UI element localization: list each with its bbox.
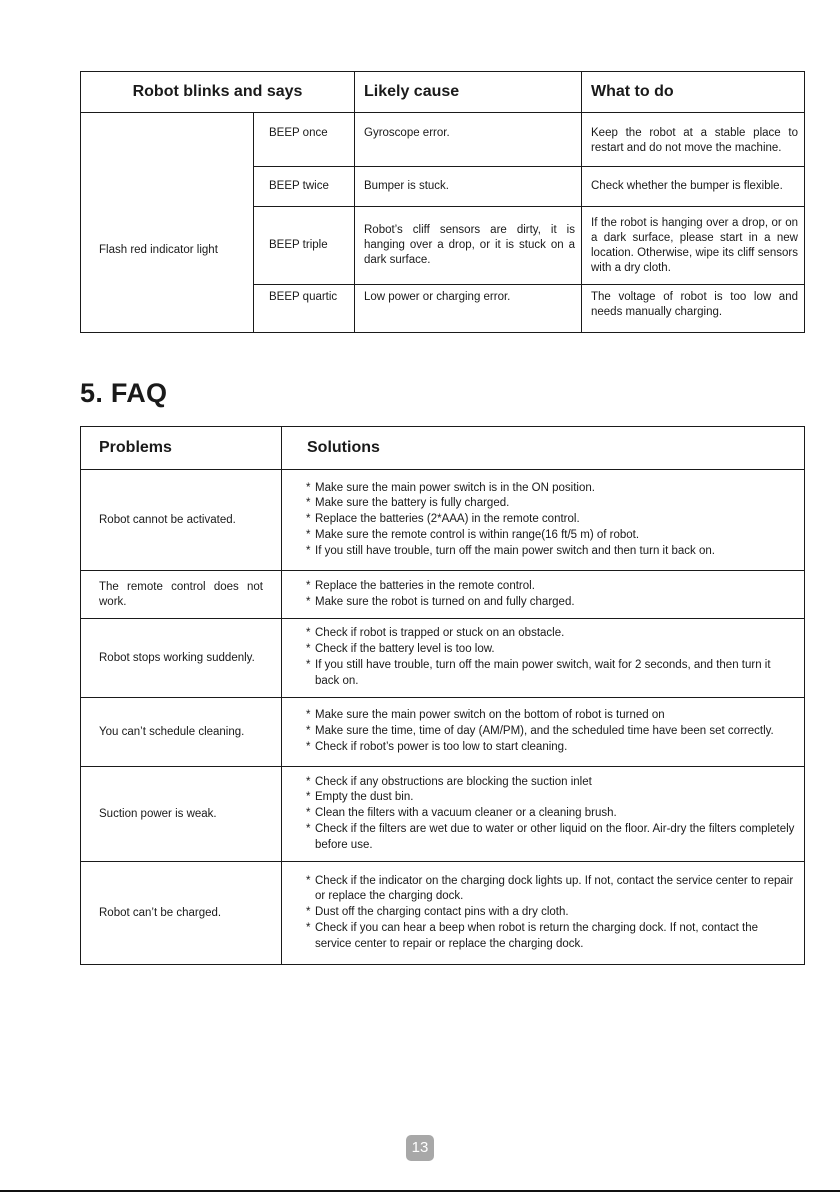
cause-text: Bumper is stuck. [355, 167, 582, 207]
solution-cell [282, 470, 805, 571]
solution-list [306, 579, 796, 611]
todo-text: Keep the robot at a stable place to restart and do not move the machine. [582, 113, 805, 167]
solution-item: * Dust off the charging contact pins with a dry cloth. [306, 905, 796, 921]
cause-text: Low power or charging error. [355, 285, 582, 333]
faq-table [80, 426, 805, 965]
solution-item: * Make sure the main power switch is in the ON position. [306, 481, 796, 497]
solution-item: * Make sure the time, time of day (AM/PM), and the scheduled time have been set correctly. [306, 724, 796, 740]
header-blinks: Robot blinks and says [81, 72, 355, 113]
solution-item: * Make sure the robot is turned on and fully charged. [306, 595, 796, 611]
problem-text: Suction power is weak. [81, 767, 282, 862]
faq-row [81, 862, 805, 965]
solution-list [306, 481, 796, 560]
solution-cell [282, 698, 805, 767]
solution-item: * If you still have trouble, turn off the main power switch, wait for 2 seconds, and then turn it back on. [306, 658, 796, 690]
solution-item: * Check if robot’s power is too low to start cleaning. [306, 740, 796, 756]
header-problems: Problems [81, 427, 282, 470]
indicator-label: Flash red indicator light [81, 113, 254, 333]
cause-text: Robot’s cliff sensors are dirty, it is hanging over a drop, or it is stuck on a dark surface. [355, 207, 582, 285]
solution-item: * Make sure the remote control is within range(16 ft/5 m) of robot. [306, 528, 796, 544]
faq-row [81, 698, 805, 767]
problem-text: The remote control does not work. [81, 571, 282, 619]
solution-cell [282, 862, 805, 965]
cause-text: Gyroscope error. [355, 113, 582, 167]
faq-row [81, 767, 805, 862]
todo-text: The voltage of robot is too low and needs manually charging. [582, 285, 805, 333]
problem-text: Robot stops working suddenly. [81, 619, 282, 698]
error-row [81, 113, 805, 167]
solution-cell [282, 767, 805, 862]
faq-heading: 5. FAQ [80, 378, 168, 408]
todo-text: Check whether the bumper is flexible. [582, 167, 805, 207]
solution-item: * Check if the indicator on the charging dock lights up. If not, contact the service center to repair or replace the charging dock. [306, 874, 796, 906]
faq-header-row [81, 427, 805, 470]
solution-item: * Clean the filters with a vacuum cleaner or a cleaning brush. [306, 806, 796, 822]
problem-text: You can’t schedule cleaning. [81, 698, 282, 767]
solution-item: * Replace the batteries in the remote control. [306, 579, 796, 595]
solution-item: * Check if any obstructions are blocking the suction inlet [306, 775, 796, 791]
solution-item: * Replace the batteries (2*AAA) in the remote control. [306, 512, 796, 528]
solution-item: * Make sure the battery is fully charged. [306, 496, 796, 512]
beep-label: BEEP triple [254, 207, 355, 285]
header-todo: What to do [582, 72, 805, 113]
solution-cell [282, 571, 805, 619]
solution-item: * Check if you can hear a beep when robot is return the charging dock. If not, contact the service center to repair or replace the charging dock. [306, 921, 796, 953]
solution-list [306, 775, 796, 854]
solution-item: * Check if the battery level is too low. [306, 642, 796, 658]
header-cause: Likely cause [355, 72, 582, 113]
solution-item: * Check if the filters are wet due to water or other liquid on the floor. Air-dry the filters completely before use. [306, 822, 796, 854]
solution-list [306, 708, 796, 755]
beep-label: BEEP quartic [254, 285, 355, 333]
page-number-badge: 13 [406, 1135, 434, 1161]
todo-text: If the robot is hanging over a drop, or on a dark surface, please start in a new location. Otherwise, wipe its cliff sensors with a dry cloth. [582, 207, 805, 285]
solution-list [306, 874, 796, 953]
solution-cell [282, 619, 805, 698]
beep-label: BEEP once [254, 113, 355, 167]
solution-item: * Make sure the main power switch on the bottom of robot is turned on [306, 708, 796, 724]
error-table-header-row [81, 72, 805, 113]
problem-text: Robot can’t be charged. [81, 862, 282, 965]
solution-item: * Check if robot is trapped or stuck on an obstacle. [306, 626, 796, 642]
faq-row [81, 470, 805, 571]
faq-row [81, 571, 805, 619]
header-solutions: Solutions [282, 427, 805, 470]
faq-row [81, 619, 805, 698]
solution-item: * If you still have trouble, turn off the main power switch and then turn it back on. [306, 544, 796, 560]
problem-text: Robot cannot be activated. [81, 470, 282, 571]
solution-item: * Empty the dust bin. [306, 790, 796, 806]
beep-label: BEEP twice [254, 167, 355, 207]
solution-list [306, 626, 796, 689]
indicator-error-table [80, 71, 805, 333]
